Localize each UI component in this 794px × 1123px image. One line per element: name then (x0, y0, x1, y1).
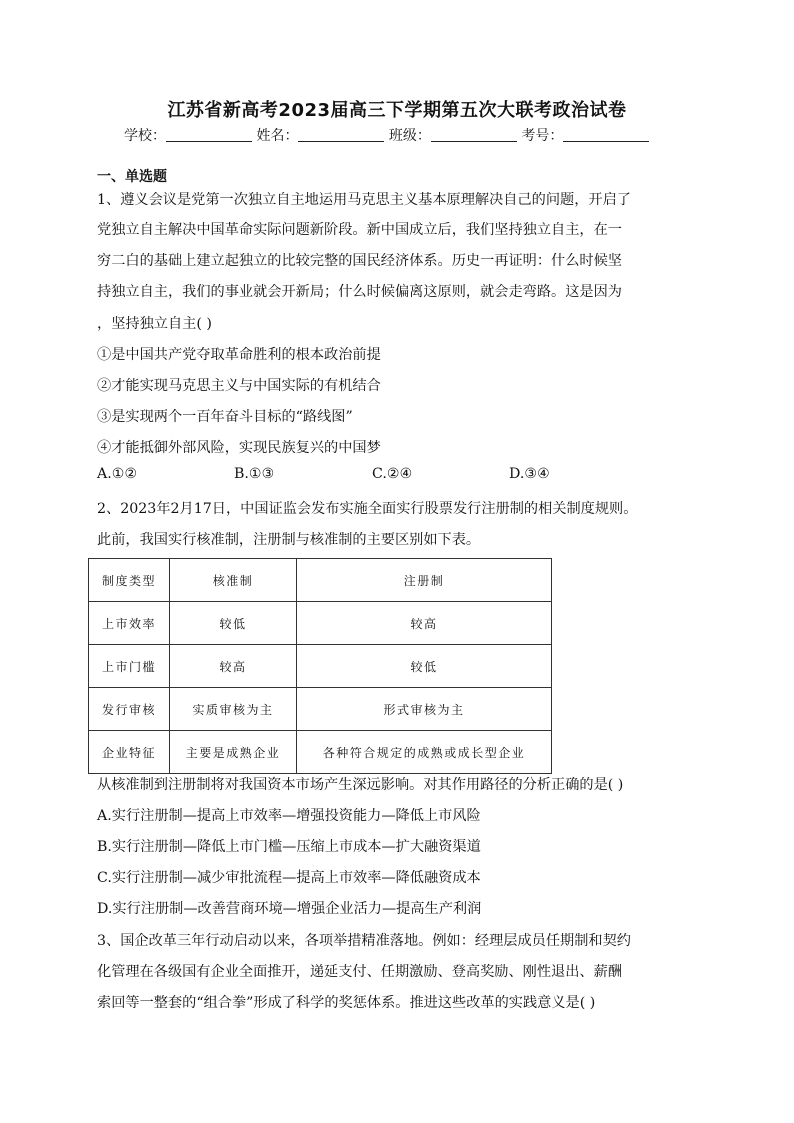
school-label: 学校： (124, 128, 166, 144)
student-info-line (124, 125, 684, 145)
q2-option-a[interactable]: A.实行注册制—提高上市效率—增强投资能力—降低上市风险 (97, 808, 481, 824)
q1-line: ，坚持独立自主( ) (97, 316, 212, 332)
table-row (89, 602, 552, 645)
table-cell: 较高 (170, 645, 297, 688)
q1-line: 党独立自主解决中国革命实际问题新阶段。新中国成立后，我们坚持独立自主，在一 (97, 222, 622, 238)
table-cell: 发行审核 (89, 688, 170, 731)
table-cell: 形式审核为主 (297, 688, 552, 731)
table-row (89, 688, 552, 731)
number-blank[interactable] (563, 127, 649, 142)
q2-line: 2、2023年2月17日，中国证监会发布实施全面实行股票发行注册制的相关制度规则。 (97, 501, 638, 517)
q1-statement: ①是中国共产党夺取革命胜利的根本政治前提 (97, 347, 381, 363)
q1-statement: ②才能实现马克思主义与中国实际的有机结合 (97, 378, 381, 394)
q2-stem: 从核准制到注册制将对我国资本市场产生深远影响。对其作用路径的分析正确的是( ) (97, 777, 624, 793)
table-cell: 制度类型 (89, 559, 170, 602)
table-row (89, 645, 552, 688)
table-cell: 实质审核为主 (170, 688, 297, 731)
q2-option-b[interactable]: B.实行注册制—降低上市门槛—压缩上市成本—扩大融资渠道 (97, 839, 481, 855)
q1-option-c[interactable]: C.②④ (372, 466, 413, 482)
q2-option-c[interactable]: C.实行注册制—减少审批流程—提高上市效率—降低融资成本 (97, 870, 481, 886)
table-cell: 上市效率 (89, 602, 170, 645)
section-heading: 一、单选题 (97, 169, 167, 185)
table-cell: 各种符合规定的成熟或成长型企业 (297, 731, 552, 774)
exam-title: 江苏省新高考2023届高三下学期第五次大联考政治试卷 (167, 100, 627, 121)
q1-option-a[interactable]: A.①② (97, 466, 138, 482)
q3-line: 化管理在各级国有企业全面推开，递延支付、任期激励、登高奖励、刚性退出、薪酬 (97, 964, 622, 980)
table-cell: 注册制 (297, 559, 552, 602)
table-cell: 较低 (297, 645, 552, 688)
q3-line: 3、国企改革三年行动启动以来，各项举措精准落地。例如：经理层成员任期制和契约 (97, 933, 631, 949)
number-label: 考号： (521, 128, 564, 144)
q1-option-b[interactable]: B.①③ (234, 466, 275, 482)
table-cell: 上市门槛 (89, 645, 170, 688)
q1-statement: ③是实现两个一百年奋斗目标的“路线图” (97, 409, 353, 425)
class-blank[interactable] (431, 127, 517, 142)
table-cell: 核准制 (170, 559, 297, 602)
school-blank[interactable] (166, 127, 252, 142)
table-cell: 主要是成熟企业 (170, 731, 297, 774)
class-label: 班级： (388, 128, 431, 144)
q1-option-d[interactable]: D.③④ (509, 466, 550, 482)
table-row (89, 731, 552, 774)
table-cell: 企业特征 (89, 731, 170, 774)
name-label: 姓名： (256, 128, 299, 144)
comparison-table (88, 558, 552, 774)
q2-line: 此前，我国实行核准制，注册制与核准制的主要区别如下表。 (97, 532, 481, 548)
table-cell: 较高 (297, 602, 552, 645)
table-cell: 较低 (170, 602, 297, 645)
q2-option-d[interactable]: D.实行注册制—改善营商环境—增强企业活力—提高生产利润 (97, 901, 482, 917)
table-row (89, 559, 552, 602)
q3-line: 索回等一整套的“组合拳”形成了科学的奖惩体系。推进这些改革的实践意义是( ) (97, 995, 596, 1011)
q1-line: 穷二白的基础上建立起独立的比较完整的国民经济体系。历史一再证明：什么时候坚 (97, 253, 622, 269)
name-blank[interactable] (298, 127, 384, 142)
q1-line: 持独立自主，我们的事业就会开新局；什么时候偏离这原则，就会走弯路。这是因为 (97, 284, 622, 300)
q1-statement: ④才能抵御外部风险，实现民族复兴的中国梦 (97, 440, 381, 456)
q1-line: 1、遵义会议是党第一次独立自主地运用马克思主义基本原理解决自己的问题，开启了 (97, 192, 631, 208)
